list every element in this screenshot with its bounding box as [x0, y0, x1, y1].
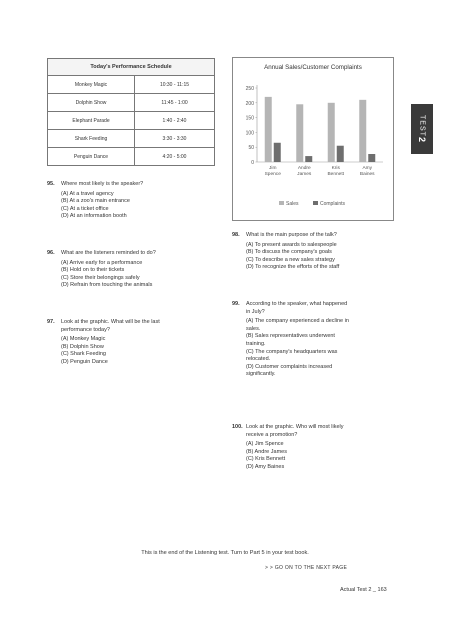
legend-label: Complaints [320, 201, 346, 207]
answer-option: (C) Store their belongings safely [61, 274, 140, 281]
question-number: 100. [232, 424, 243, 430]
answer-option: (B) Sales representatives underwent [246, 333, 335, 340]
question-98 [232, 232, 402, 272]
bar-complaints [305, 156, 312, 162]
legend-swatch [279, 201, 284, 205]
answer-option: (B) Andre James [246, 448, 287, 455]
table-row [48, 94, 215, 112]
bar-complaints [337, 146, 344, 162]
answer-option: (C) To describe a new sales strategy [246, 256, 335, 263]
question-number: 99. [232, 301, 240, 307]
y-tick-label: 150 [245, 115, 254, 122]
x-tick-label: Baines [359, 172, 375, 177]
question-100 [232, 424, 402, 472]
sales-complaints-chart [232, 57, 394, 221]
x-tick-label: James [297, 172, 312, 177]
table-row [48, 148, 215, 166]
y-tick-label: 200 [245, 100, 254, 107]
question-number: 95. [47, 181, 55, 187]
act-cell: Shark Feeding [48, 130, 135, 148]
question-stem: in July? [246, 308, 265, 315]
y-tick-label: 250 [245, 86, 254, 92]
answer-option-cont: training. [246, 340, 266, 347]
question-stem: Where most likely is the speaker? [61, 181, 144, 187]
x-tick-label: Kris [331, 166, 340, 171]
answer-option: (B) Dolphin Show [61, 343, 104, 350]
legend-label: Sales [286, 201, 299, 207]
table-row [48, 130, 215, 148]
question-99 [232, 301, 402, 379]
chart-plot [233, 58, 393, 220]
question-stem: Look at the graphic. What will be the last [61, 319, 160, 325]
answer-option: (A) To present awards to salespeople [246, 241, 337, 248]
act-cell: Dolphin Show [48, 94, 135, 112]
question-stem: What is the main purpose of the talk? [246, 232, 337, 238]
x-tick-label: Andre [297, 166, 311, 171]
answer-option: (B) At a zoo's main entrance [61, 198, 130, 205]
answer-option: (B) To discuss the company's goals [246, 249, 332, 256]
answer-option: (D) Amy Baines [246, 463, 285, 470]
page-number: Actual Test 2 _ 163 [340, 587, 387, 593]
answer-option: (C) At a ticket office [61, 205, 109, 212]
answer-option: (C) The company's headquarters was [246, 348, 338, 355]
tab-number: 2 [417, 136, 427, 143]
chart-title: Annual Sales/Customer Complaints [264, 64, 362, 71]
tab-label: TEST [418, 115, 426, 137]
x-tick-label: Bennett [327, 172, 345, 177]
next-page-indicator: > > GO ON TO THE NEXT PAGE [265, 565, 348, 571]
answer-option: (D) Penguin Dance [61, 358, 108, 365]
bar-sales [359, 100, 366, 162]
question-stem: What are the listeners reminded to do? [61, 250, 156, 256]
end-of-listening-text: This is the end of the Listening test. Turn to Part 5 in your test book. [141, 550, 309, 556]
answer-option: (A) Arrive early for a performance [61, 259, 143, 266]
answer-option: (C) Shark Feeding [61, 351, 106, 358]
answer-option: (D) At an information booth [61, 213, 127, 220]
answer-option: (A) At a travel agency [61, 190, 114, 197]
answer-option: (D) Customer complaints increased [246, 363, 333, 370]
time-cell: 11:45 - 1:00 [135, 94, 215, 112]
test-section-tab [411, 104, 433, 154]
table-row [48, 76, 215, 94]
question-97 [47, 319, 222, 367]
bar-sales [296, 104, 303, 162]
x-tick-label: Spence [264, 172, 281, 177]
answer-option: (D) To recognize the efforts of the staff [246, 264, 340, 271]
time-cell: 1:40 - 2:40 [135, 112, 215, 130]
x-tick-label: Amy [362, 166, 373, 171]
answer-option: (A) The company experienced a decline in [246, 318, 349, 325]
time-cell: 4:20 - 5:00 [135, 148, 215, 166]
bar-sales [265, 97, 272, 162]
performance-schedule-table [47, 58, 215, 166]
question-stem: receive a promotion? [246, 431, 298, 438]
bar-complaints [368, 154, 375, 162]
bar-sales [328, 103, 335, 162]
y-tick-label: 100 [245, 130, 254, 137]
time-cell: 10:30 - 11:15 [135, 76, 215, 94]
act-cell: Elephant Parade [48, 112, 135, 130]
y-tick-label: 0 [251, 160, 254, 166]
act-cell: Penguin Dance [48, 148, 135, 166]
answer-option-cont: significantly. [246, 371, 276, 378]
time-cell: 3:30 - 3:30 [135, 130, 215, 148]
question-96 [47, 250, 222, 290]
answer-option: (A) Monkey Magic [61, 336, 106, 343]
answer-option-cont: relocated. [246, 356, 271, 363]
question-stem: performance today? [61, 326, 110, 333]
question-stem: Look at the graphic. Who will most likely [246, 424, 344, 430]
answer-option: (A) Jim Spence [246, 441, 284, 448]
answer-option: (C) Kris Bennett [246, 456, 286, 463]
question-number: 97. [47, 319, 55, 325]
y-tick-label: 50 [248, 145, 254, 152]
x-tick-label: Jim [269, 166, 277, 171]
question-95 [47, 181, 222, 221]
answer-option: (D) Refrain from touching the animals [61, 282, 153, 289]
answer-option-cont: sales. [246, 325, 261, 332]
table-row [48, 112, 215, 130]
question-stem: According to the speaker, what happened [246, 301, 348, 307]
legend-swatch [313, 201, 318, 205]
schedule-title: Today's Performance Schedule [48, 59, 215, 76]
act-cell: Monkey Magic [48, 76, 135, 94]
question-number: 98. [232, 232, 240, 238]
bar-complaints [274, 143, 281, 162]
question-number: 96. [47, 250, 55, 256]
answer-option: (B) Hold on to their tickets [61, 267, 125, 274]
